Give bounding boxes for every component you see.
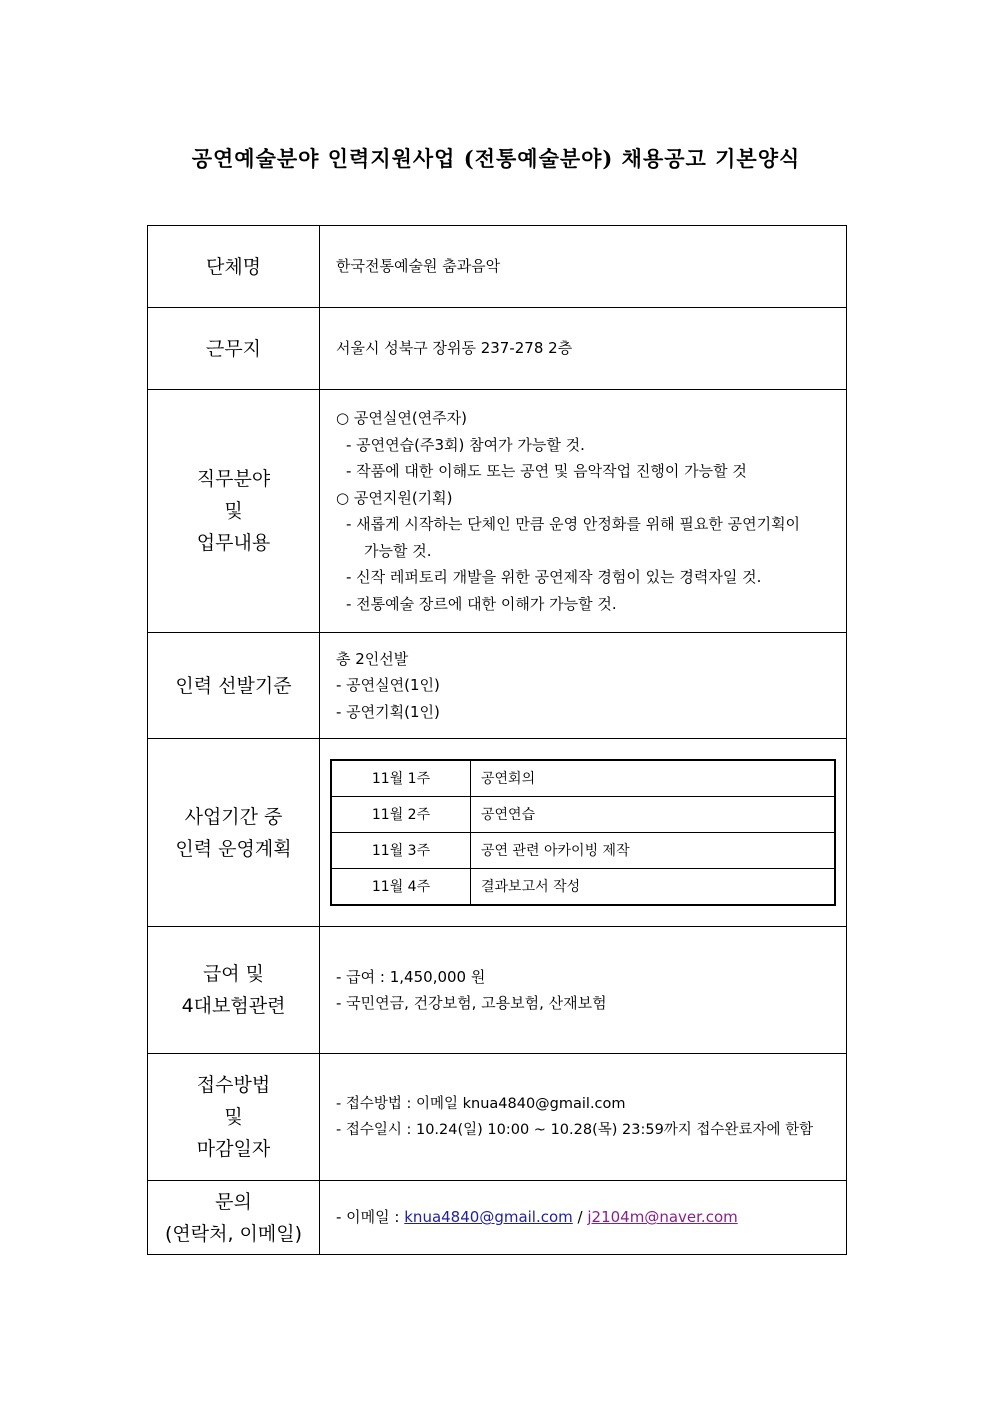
plan-row	[331, 833, 835, 869]
apply-label-line: 접수방법	[196, 1074, 271, 1096]
contact-label-line: (연락처, 이메일)	[164, 1222, 303, 1245]
location-value: 서울시 성북구 장위동 237-278 2층	[320, 308, 847, 390]
email-separator: /	[572, 1208, 588, 1227]
plan-row	[331, 797, 835, 833]
salary-label-line: 4대보험관련	[181, 995, 286, 1017]
selection-label: 인력 선발기준	[148, 633, 320, 739]
row-org	[148, 226, 847, 308]
email-link-naver[interactable]: j2104m@naver.com	[587, 1208, 738, 1227]
salary-label	[148, 927, 320, 1054]
salary-label-line: 급여 및	[202, 963, 265, 985]
contact-label	[148, 1181, 320, 1255]
duty-item: - 새롭게 시작하는 단체인 만큼 운영 안정화를 위해 필요한 공연기획이	[346, 515, 801, 533]
selection-content	[320, 633, 847, 739]
plan-task: 공연회의	[471, 760, 836, 797]
row-apply	[148, 1054, 847, 1181]
location-label: 근무지	[148, 308, 320, 390]
plan-week: 11월 1주	[331, 760, 471, 797]
apply-label-line: 마감일자	[196, 1138, 271, 1160]
duty-item: - 작품에 대한 이해도 또는 공연 및 음악작업 진행이 가능할 것	[346, 462, 747, 480]
plan-week: 11월 4주	[331, 869, 471, 906]
contact-prefix: - 이메일 :	[336, 1208, 405, 1227]
duties-label	[148, 390, 320, 633]
row-duties	[148, 390, 847, 633]
apply-line: - 접수방법 : 이메일 knua4840@gmail.com	[336, 1095, 626, 1112]
apply-label-line: 및	[224, 1106, 243, 1128]
page-title: 공연예술분야 인력지원사업 (전통예술분야) 채용공고 기본양식	[191, 146, 801, 171]
plan-week: 11월 2주	[331, 797, 471, 833]
plan-task: 공연연습	[471, 797, 836, 833]
duty-item: - 전통예술 장르에 대한 이해가 가능할 것.	[346, 594, 617, 613]
salary-content	[320, 927, 847, 1054]
row-plan	[148, 739, 847, 927]
duties-label-line: 직무분야	[196, 468, 271, 490]
email-link-knua[interactable]: knua4840@gmail.com	[404, 1208, 573, 1227]
duty-item: - 신작 레퍼토리 개발을 위한 공연제작 경험이 있는 경력자일 것.	[346, 568, 762, 586]
apply-line: - 접수일시 : 10.24(일) 10:00 ~ 10.28(목) 23:59까지 접수완료자에 한함	[336, 1122, 814, 1138]
apply-label	[148, 1054, 320, 1181]
selection-line: 총 2인선발	[336, 649, 409, 668]
duty-heading: ○ 공연지원(기획)	[336, 488, 453, 507]
salary-line: - 급여 : 1,450,000 원	[336, 967, 486, 986]
plan-row	[331, 869, 835, 906]
contact-content	[320, 1181, 847, 1255]
plan-content	[320, 739, 847, 927]
plan-label-line: 사업기간 중	[184, 805, 283, 828]
row-selection	[148, 633, 847, 739]
plan-table	[330, 759, 836, 906]
plan-task: 결과보고서 작성	[471, 869, 836, 906]
duties-label-line: 업무내용	[196, 532, 271, 554]
plan-week: 11월 3주	[331, 833, 471, 869]
plan-row	[331, 760, 835, 797]
row-salary	[148, 927, 847, 1054]
selection-line: - 공연실연(1인)	[336, 676, 440, 695]
contact-label-line: 문의	[215, 1190, 252, 1213]
salary-line: - 국민연금, 건강보험, 고용보험, 산재보험	[336, 994, 607, 1012]
duty-item: - 공연연습(주3회) 참여가 가능할 것.	[346, 435, 585, 454]
org-label: 단체명	[148, 226, 320, 308]
org-value: 한국전통예술원 춤과음악	[320, 226, 847, 308]
duty-heading: ○ 공연실연(연주자)	[336, 409, 467, 427]
row-contact	[148, 1181, 847, 1255]
job-posting-table	[147, 225, 847, 1255]
duty-item: 가능할 것.	[364, 541, 432, 560]
duties-content	[320, 390, 847, 633]
duties-label-line: 및	[224, 500, 243, 522]
row-location	[148, 308, 847, 390]
plan-label-line: 인력 운영계획	[175, 837, 292, 860]
plan-task: 공연 관련 아카이빙 제작	[471, 833, 836, 869]
plan-label	[148, 739, 320, 927]
selection-line: - 공연기획(1인)	[336, 702, 440, 721]
apply-content	[320, 1054, 847, 1181]
